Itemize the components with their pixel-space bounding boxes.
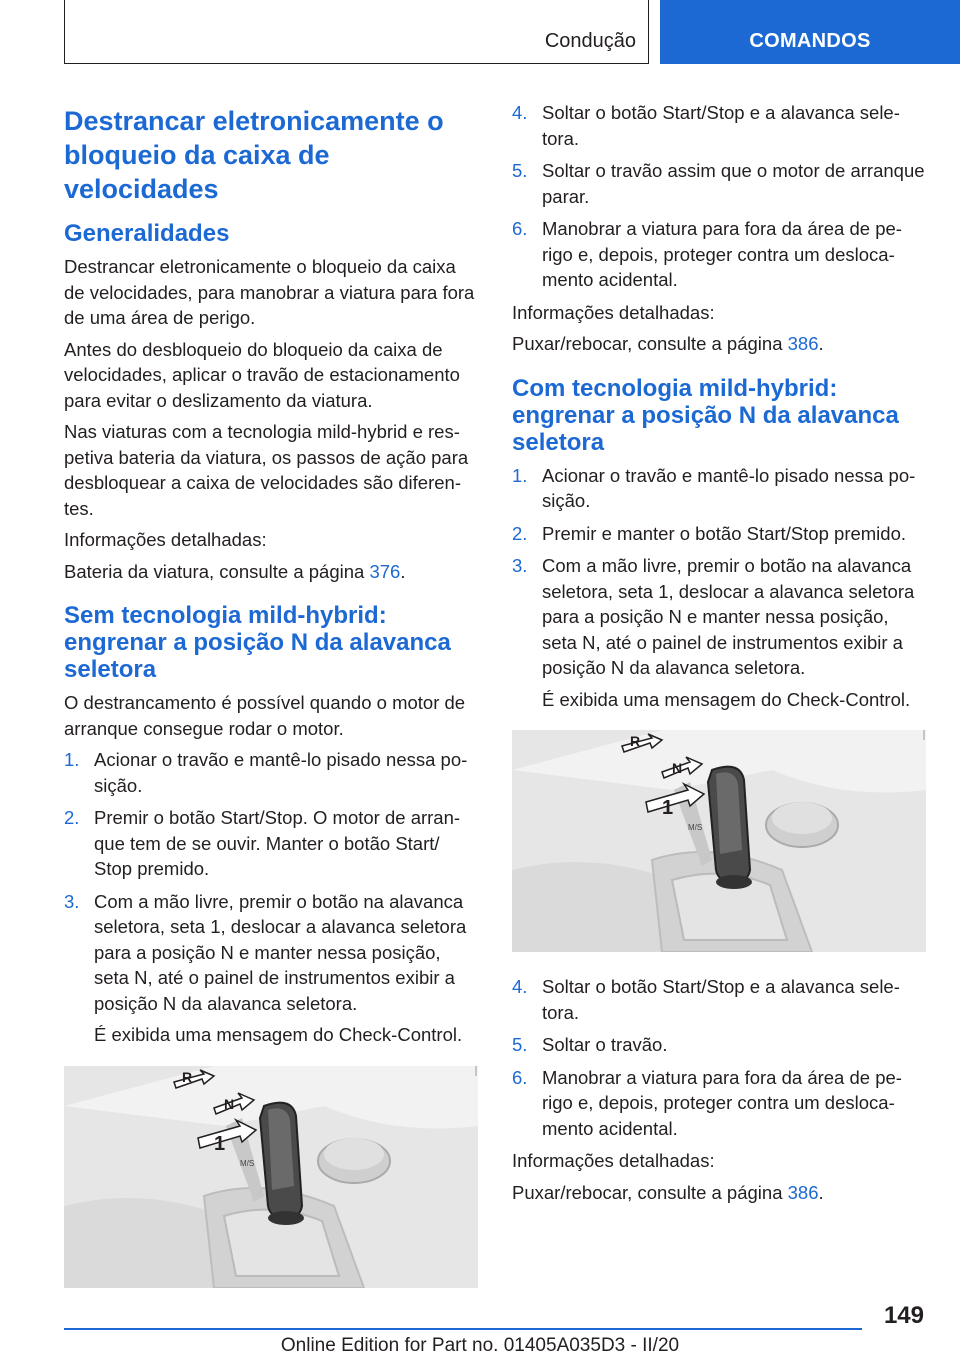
footer-rule xyxy=(64,1328,862,1330)
step-text: Acionar o travão e mantê-lo pisado nessa posição. xyxy=(542,464,916,511)
step-text: Acionar o travão e mantê-lo pisado nessa posição. xyxy=(94,749,468,796)
step-item xyxy=(512,216,926,293)
step-text: Soltar o travão. xyxy=(542,1034,668,1055)
step-number: 6. xyxy=(512,1066,528,1088)
step-text: Com a mão livre, premir o botão na alavanca seletora, seta 1, deslocar a alavanca seletora para a posição N e manter nessa posição, seta N, até o painel de instrumentos exibir a posição N da alavanca seletora. xyxy=(94,890,467,1014)
cross-reference xyxy=(512,331,926,357)
label-1: 1 xyxy=(662,797,674,819)
page-link-386[interactable]: 386 xyxy=(787,1181,819,1203)
cross-reference xyxy=(64,559,478,585)
step-item xyxy=(64,889,478,1048)
chapter-label: COMANDOS xyxy=(749,30,871,52)
section-tab xyxy=(64,0,649,64)
step-number: 5. xyxy=(512,160,528,181)
step-item xyxy=(512,100,926,151)
steps-list-mild-hybrid xyxy=(512,463,926,713)
step-text: Soltar o botão Start/Stop e a alavanca seletora. xyxy=(542,976,900,1023)
reference-text: Puxar/rebocar, consulte a página xyxy=(512,1181,788,1203)
page-header xyxy=(64,0,960,64)
info-label: Informações detalhadas: xyxy=(512,1150,715,1171)
step-item xyxy=(512,553,926,712)
steps-list-mild-hybrid-continued xyxy=(512,974,926,1141)
page-link-376[interactable]: 376 xyxy=(369,560,401,582)
footer-edition: Online Edition for Part no. 01405A035D3 - II/20 xyxy=(280,1335,680,1356)
label-n: N xyxy=(224,1095,235,1112)
chapter-tab xyxy=(660,0,960,64)
step-text: Premir e manter o botão Start/Stop premido. xyxy=(542,522,907,544)
step-item xyxy=(512,1065,926,1142)
step-item xyxy=(64,747,478,798)
section-intro: O destrancamento é possível quando o motor de arranque consegue rodar o motor. xyxy=(64,692,466,739)
right-column xyxy=(512,100,926,1211)
step-text: Manobrar a viatura para fora da área de perigo e, depois, proteger contra um deslocamento acidental. xyxy=(542,218,902,290)
step-number: 4. xyxy=(512,102,528,123)
selector-lever-illustration xyxy=(64,1066,478,1288)
step-item xyxy=(64,805,478,882)
step-text: Com a mão livre, premir o botão na alavanca seletora, seta 1, deslocar a alavanca seletora para a posição N e manter nessa posição, seta N, até o painel de instrumentos exibir a posição N da alavanca seletora. xyxy=(542,555,915,678)
reference-text: Puxar/rebocar, consulte a página xyxy=(512,333,788,354)
page-link-386[interactable]: 386 xyxy=(787,333,819,354)
step-text: Manobrar a viatura para fora da área de perigo e, depois, proteger contra um deslocamento acidental. xyxy=(542,1066,902,1139)
section-heading-with-mild-hybrid: Com tecnologia mild-hybrid: engrenar a posição N da alavanca seletora xyxy=(512,374,899,456)
steps-list-continued xyxy=(512,100,926,293)
step-number: 2. xyxy=(512,522,528,544)
reference-end: . xyxy=(818,1181,824,1203)
info-label: Informações detalhadas: xyxy=(512,301,715,323)
general-heading: Generalidades xyxy=(64,220,230,247)
step-number: 3. xyxy=(512,555,528,576)
step-result: É exibida uma mensagem do Check-Control. xyxy=(94,1024,463,1045)
step-text: Soltar o botão Start/Stop e a alavanca seletora. xyxy=(542,102,900,149)
step-item xyxy=(512,1032,926,1058)
step-item xyxy=(512,521,926,547)
label-n: N xyxy=(672,760,683,776)
step-number: 4. xyxy=(512,976,528,997)
step-item xyxy=(512,974,926,1025)
mild-hybrid-paragraph: Nas viaturas com a tecnologia mild-hybrid e respetiva bateria da viatura, os passos de ação para desbloquear a caixa de velocidades são diferentes. xyxy=(64,421,469,519)
step-number: 2. xyxy=(64,807,80,828)
label-ms: M/S xyxy=(688,823,703,832)
intro-paragraph: Destrancar eletronicamente o bloqueio da caixa de velocidades, para manobrar a viatura para fora de uma área de perigo. xyxy=(64,256,475,328)
label-1: 1 xyxy=(214,1132,226,1155)
step-result: É exibida uma mensagem do Check-Control. xyxy=(542,688,911,710)
left-column xyxy=(64,100,478,1310)
step-number: 6. xyxy=(512,218,528,239)
label-ms: M/S xyxy=(240,1158,255,1168)
steps-list xyxy=(64,747,478,1048)
parking-brake-paragraph: Antes do desbloqueio do bloqueio da caixa de velocidades, aplicar o travão de estacionamento para evitar o deslizamento da viatura. xyxy=(64,338,460,411)
step-number: 1. xyxy=(64,749,80,770)
selector-lever-illustration xyxy=(512,730,926,952)
section-label: Condução xyxy=(544,30,636,52)
section-heading-without-mild-hybrid: Sem tecnologia mild-hybrid: engrenar a posição N da alavanca seletora xyxy=(64,602,451,683)
step-text: Premir o botão Start/Stop. O motor de arranque tem de se ouvir. Manter o botão Start/ Stop premido. xyxy=(94,807,461,879)
info-label: Informações detalhadas: xyxy=(64,529,267,550)
page-title: Destrancar eletronicamente o bloqueio da caixa de velocidades xyxy=(64,106,444,204)
reference-end: . xyxy=(400,560,406,582)
cross-reference xyxy=(512,1180,926,1206)
label-r: R xyxy=(630,733,641,749)
step-number: 1. xyxy=(512,464,528,486)
label-r: R xyxy=(182,1068,193,1085)
step-item xyxy=(512,158,926,209)
step-number: 3. xyxy=(64,890,80,912)
page-number: 149 xyxy=(883,1302,924,1329)
reference-end: . xyxy=(818,333,824,354)
step-item xyxy=(512,463,926,514)
step-number: 5. xyxy=(512,1034,528,1055)
reference-text: Bateria da viatura, consulte a página xyxy=(64,560,370,582)
step-text: Soltar o travão assim que o motor de arranque parar. xyxy=(542,160,925,207)
